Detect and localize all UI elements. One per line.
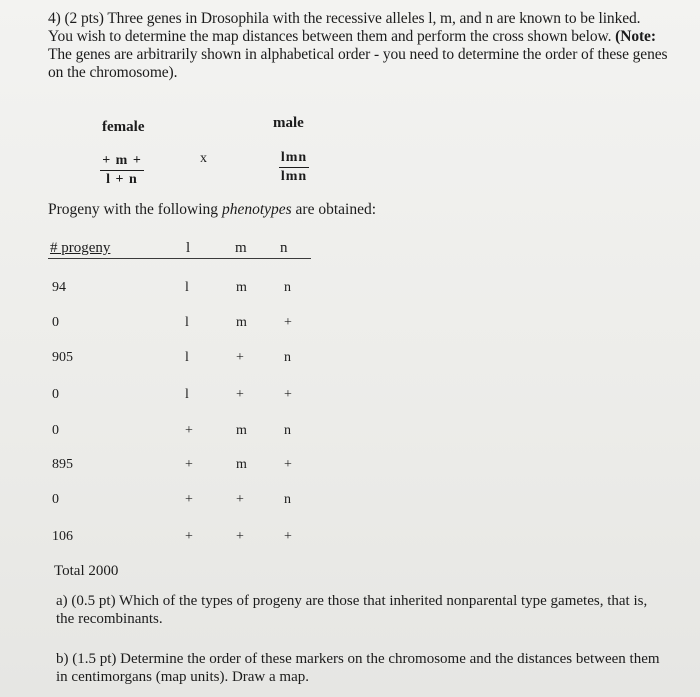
question-line-4: on the chromosome). — [48, 64, 178, 81]
question-line-2-text: You wish to determine the map distances between them and perform the cross shown below. — [48, 28, 616, 45]
progeny-table-header — [48, 240, 311, 259]
header-n: n — [280, 240, 288, 256]
female-genotype — [97, 153, 147, 188]
total-progeny: Total 2000 — [54, 563, 119, 579]
progeny-row-3-l: l — [185, 350, 189, 365]
cross-symbol: x — [200, 151, 207, 166]
progeny-row-2-m: m — [236, 315, 247, 330]
male-genotype — [274, 150, 314, 185]
progeny-row-1-m: m — [236, 280, 247, 295]
progeny-intro-text-1: Progeny with the following — [48, 201, 222, 218]
question-4-text — [48, 10, 678, 82]
male-label: male — [273, 115, 304, 131]
question-a-line-2: the recombinants. — [56, 611, 163, 627]
progeny-row-5-l: + — [185, 423, 193, 438]
question-a — [56, 592, 686, 628]
progeny-row-2-l: l — [185, 315, 189, 330]
progeny-row-4-l: l — [185, 387, 189, 402]
progeny-row-5-m: m — [236, 423, 247, 438]
progeny-row-8-count: 106 — [52, 529, 73, 544]
progeny-row-2-count: 0 — [52, 315, 59, 330]
phenotypes-word: phenotypes — [221, 201, 292, 218]
question-b — [56, 650, 686, 686]
progeny-row-8-m: + — [236, 529, 244, 544]
header-l: l — [186, 240, 191, 256]
progeny-row-1-l: l — [185, 280, 189, 295]
progeny-row-3-n: n — [284, 350, 291, 365]
progeny-row-3-m: + — [236, 350, 244, 365]
female-genotype-bottom: l + n — [106, 172, 138, 187]
progeny-row-7-n: n — [284, 492, 291, 507]
progeny-row-6-l: + — [185, 457, 193, 472]
female-label: female — [102, 119, 145, 135]
progeny-row-5-count: 0 — [52, 423, 59, 438]
progeny-row-4-m: + — [236, 387, 244, 402]
progeny-row-5-n: n — [284, 423, 291, 438]
progeny-row-6-m: m — [236, 457, 247, 472]
note-label: (Note: — [615, 28, 656, 45]
question-b-line-1: b) (1.5 pt) Determine the order of these markers on the chromosome and the distances between them — [56, 651, 660, 667]
question-line-1: 4) (2 pts) Three genes in Drosophila with the recessive alleles l, m, and n are known to be linked. — [48, 10, 641, 27]
female-genotype-top: + m + — [100, 153, 144, 171]
male-genotype-bottom: lmn — [280, 169, 308, 184]
progeny-row-3-count: 905 — [52, 350, 73, 365]
progeny-row-7-l: + — [185, 492, 193, 507]
question-a-line-1: a) (0.5 pt) Which of the types of progeny are those that inherited nonparental type gametes, that is, — [56, 593, 648, 609]
progeny-row-8-l: + — [185, 529, 193, 544]
question-line-3: The genes are arbitrarily shown in alphabetical order - you need to determine the order of these genes — [48, 46, 668, 63]
progeny-row-6-count: 895 — [52, 457, 73, 472]
progeny-row-1-count: 94 — [52, 280, 66, 295]
progeny-row-4-count: 0 — [52, 387, 59, 402]
progeny-intro — [48, 201, 376, 219]
header-progeny: # progeny — [50, 240, 111, 256]
header-m: m — [235, 240, 247, 256]
progeny-row-2-n: + — [284, 315, 292, 330]
question-b-line-2: in centimorgans (map units). Draw a map. — [56, 669, 309, 685]
progeny-intro-text-2: are obtained: — [291, 201, 377, 218]
progeny-row-4-n: + — [284, 387, 292, 402]
progeny-row-6-n: + — [284, 457, 292, 472]
question-line-2 — [48, 28, 678, 46]
male-genotype-top: lmn — [279, 150, 309, 168]
progeny-row-1-n: n — [284, 280, 291, 295]
progeny-row-7-count: 0 — [52, 492, 59, 507]
progeny-row-7-m: + — [236, 492, 244, 507]
progeny-row-8-n: + — [284, 529, 292, 544]
